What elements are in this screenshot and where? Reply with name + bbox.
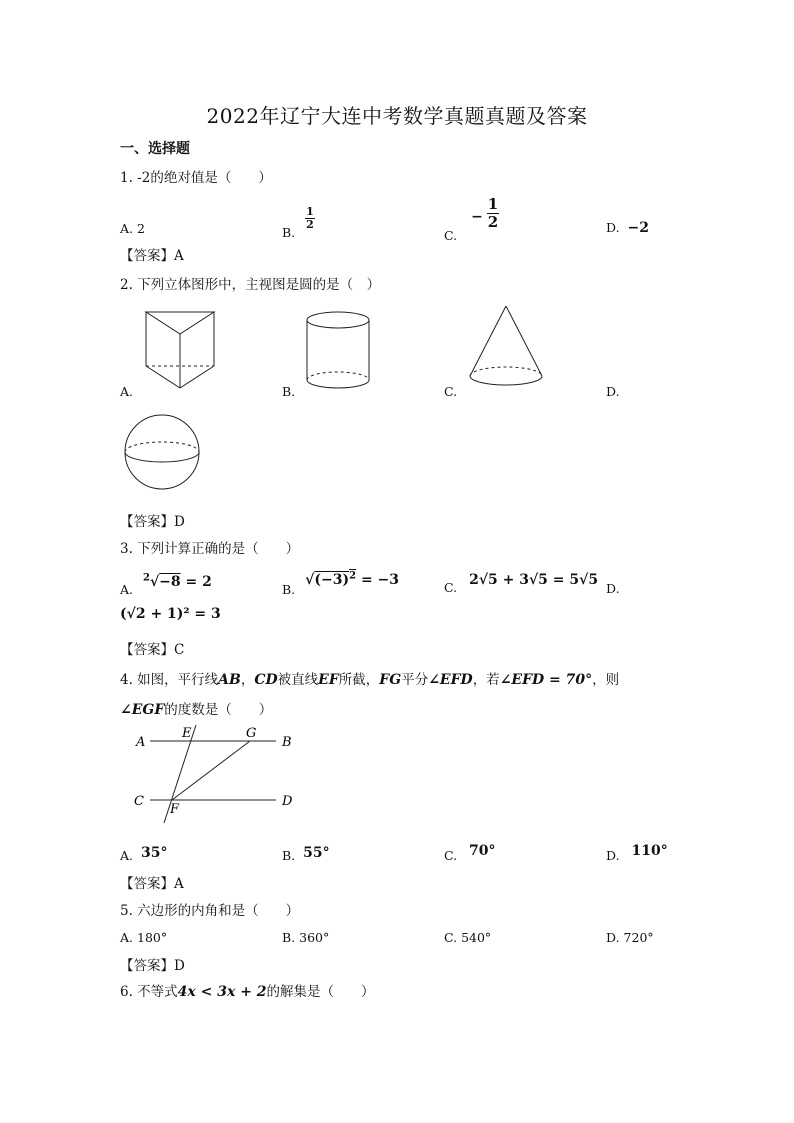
q4-option-a: A. 35° [120, 845, 168, 863]
q4-option-d: D. 110° [606, 843, 668, 863]
q5-answer: 【答案】D [120, 958, 185, 974]
label-f: F [170, 802, 180, 817]
parallel-lines-figure [130, 725, 300, 825]
q5-option-a: A. 180° [120, 930, 168, 945]
question-6-stem: 6. 不等式4x < 3x + 2的解集是（ ） [120, 984, 375, 1000]
q2-option-b: B. [282, 384, 296, 399]
triangular-prism-figure [140, 308, 220, 378]
page-title: 2022年辽宁大连中考数学真题真题及答案 [206, 104, 588, 128]
q3-answer: 【答案】C [120, 642, 185, 658]
q4-option-c: C. 70° [444, 843, 496, 863]
question-5-stem: 5. 六边形的内角和是（ ） [120, 903, 300, 919]
q1-answer: 【答案】A [120, 248, 184, 264]
sphere-figure [124, 414, 204, 494]
q4-option-b: B. 55° [282, 845, 330, 863]
q1-option-d: D. −2 [606, 220, 649, 236]
question-2-stem: 2. 下列立体图形中，主视图是圆的是（ ） [120, 277, 381, 293]
q2-option-d: D. [606, 384, 620, 399]
label-e: E [182, 726, 192, 741]
q3-option-d-expr: (√2 + 1)² = 3 [120, 606, 221, 622]
q3-option-d-label: D. [606, 581, 620, 596]
q5-option-d: D. 720° [606, 930, 654, 945]
q5-option-c: C. 540° [444, 930, 492, 945]
section-heading: 一、选择题 [120, 141, 190, 157]
q2-option-a: A. [120, 384, 134, 399]
q1-option-c: C. − $\frac{1}{2}$ [444, 195, 499, 243]
q3-option-c: C. 2√5 + 3√5 = 5√5 [444, 572, 599, 595]
q2-answer: 【答案】D [120, 514, 185, 530]
q1-option-b: B. $\frac{1}{2}$ [282, 205, 314, 240]
cylinder-figure [304, 310, 374, 390]
question-3-stem: 3. 下列计算正确的是（ ） [120, 541, 300, 557]
label-c: C [134, 794, 144, 809]
label-b: B [282, 735, 292, 750]
q2-option-c: C. [444, 384, 458, 399]
q3-option-a: A. $^2$√−8 = 2 [120, 572, 212, 597]
label-g: G [246, 726, 257, 741]
cone-figure [466, 304, 546, 389]
label-d: D [282, 794, 293, 809]
q3-option-b: B. $√(-3)^2 = -3$ [282, 570, 400, 597]
q1-option-a: A. 2 [120, 221, 145, 236]
q4-answer: 【答案】A [120, 876, 184, 892]
question-1-stem: 1. -2的绝对值是（ ） [120, 170, 272, 186]
q5-option-b: B. 360° [282, 930, 330, 945]
question-4-stem-line2: ∠EGF的度数是（ ） [120, 702, 273, 718]
label-a: A [136, 735, 146, 750]
question-4-stem: 4. 如图，平行线AB，CD被直线EF所截，FG平分∠EFD，若∠EFD = 70°，则 [120, 672, 620, 688]
